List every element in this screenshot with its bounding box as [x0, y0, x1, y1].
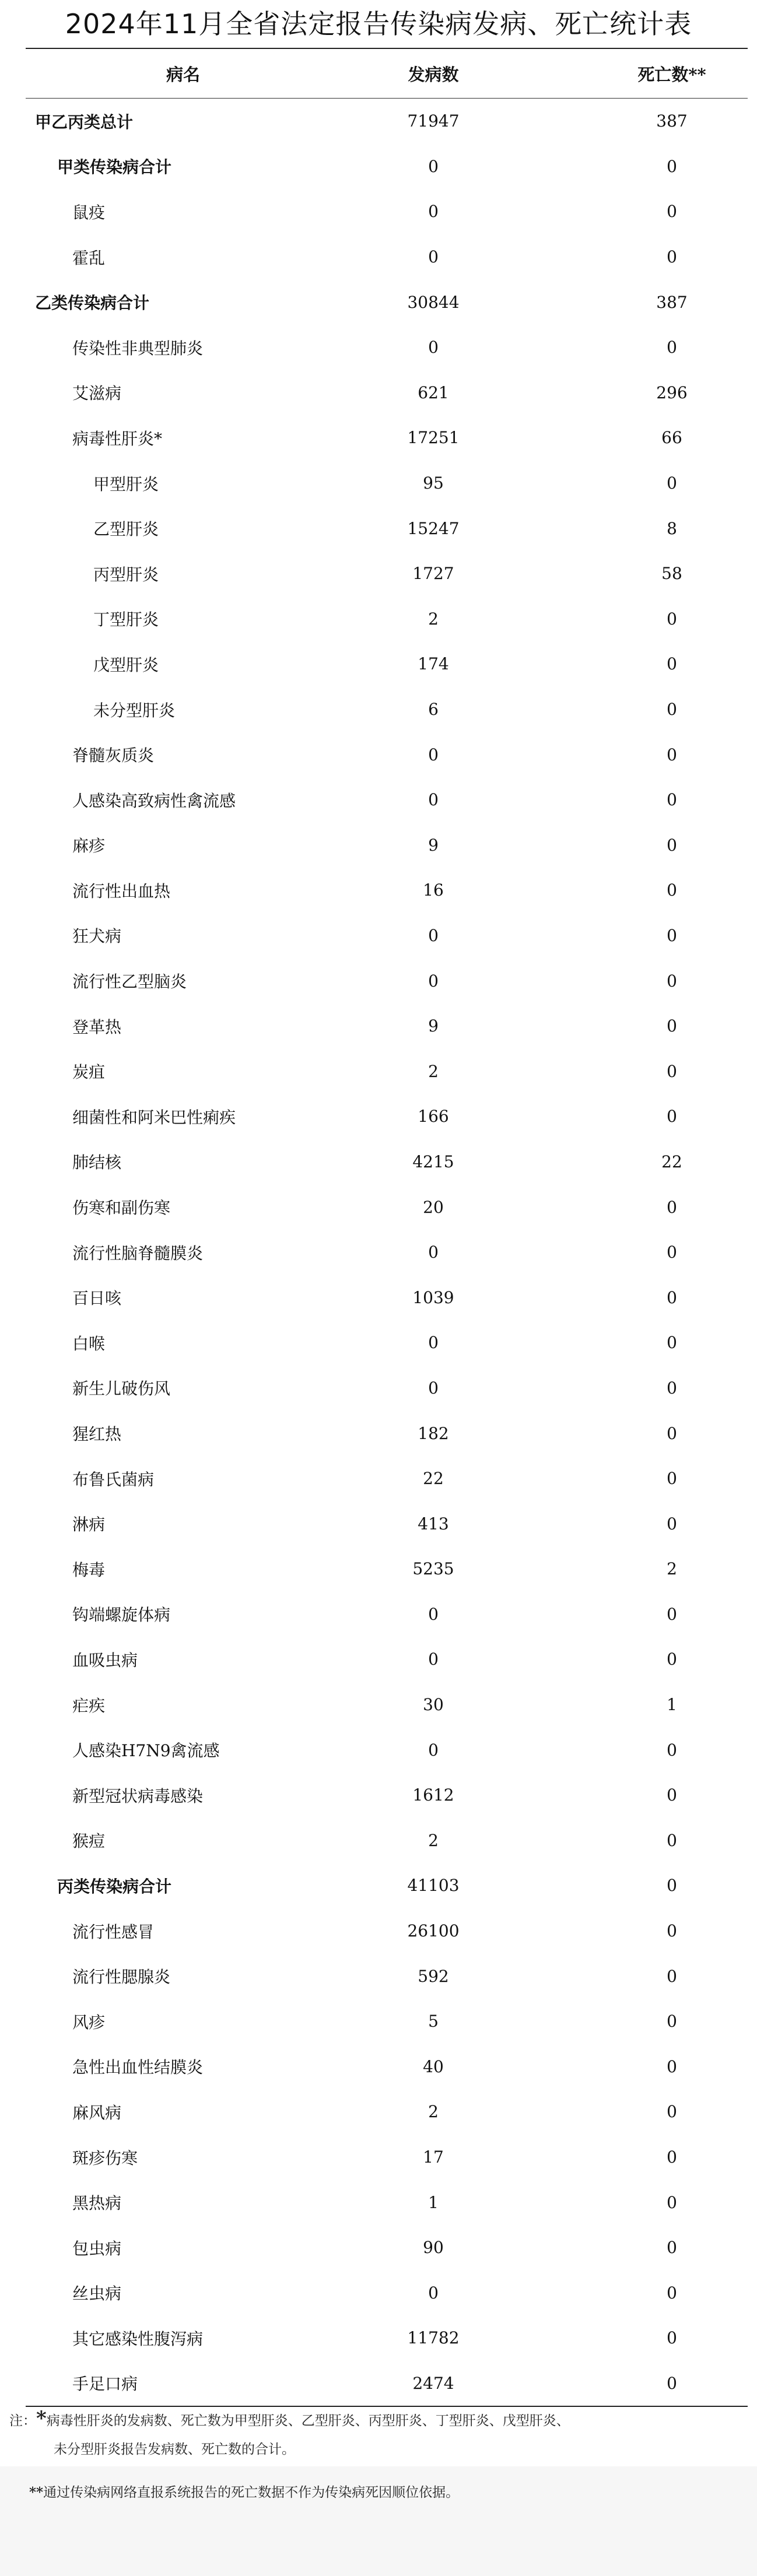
deaths-cell: 2	[667, 1559, 677, 1579]
table-row	[26, 2361, 748, 2406]
table-row	[26, 1818, 748, 1863]
cases-cell: 0	[428, 247, 439, 267]
disease-name-cell: 麻疹	[72, 836, 106, 856]
deaths-cell: 0	[667, 700, 677, 720]
cases-cell: 15247	[407, 518, 460, 538]
table-row	[26, 596, 748, 642]
cases-cell: 4215	[412, 1152, 454, 1171]
cases-cell: 182	[418, 1423, 449, 1443]
disease-name-cell: 白喉	[72, 1333, 106, 1353]
cases-cell: 5235	[412, 1559, 454, 1579]
cases-cell: 1727	[412, 564, 454, 584]
cases-cell: 166	[418, 1107, 449, 1126]
disease-name-cell: 猩红热	[72, 1424, 122, 1444]
cases-cell: 71947	[407, 111, 460, 131]
deaths-cell: 0	[667, 1333, 677, 1353]
disease-name-cell: 百日咳	[72, 1289, 122, 1308]
table-row	[26, 1094, 748, 1139]
deaths-cell: 0	[667, 1650, 677, 1669]
cases-cell: 0	[428, 925, 439, 945]
deaths-cell: 0	[667, 1061, 677, 1081]
note-prefix: 注：	[9, 2413, 36, 2428]
cases-cell: 2	[428, 1830, 439, 1850]
table-row	[26, 1230, 748, 1275]
deaths-cell: 0	[667, 609, 677, 629]
disease-name-cell: 急性出血性结膜炎	[72, 2058, 204, 2077]
statistics-table	[26, 48, 748, 2407]
disease-name-cell: 其它感染性腹泻病	[72, 2329, 204, 2349]
deaths-cell: 0	[667, 1830, 677, 1850]
table-row	[26, 506, 748, 551]
disease-name-cell: 乙类传染病合计	[35, 293, 150, 313]
table-row	[26, 687, 748, 732]
cases-cell: 41103	[407, 1876, 460, 1896]
disease-name-cell: 麻风病	[72, 2103, 122, 2122]
cases-cell: 6	[428, 700, 439, 720]
deaths-cell: 0	[667, 790, 677, 810]
disease-name-cell: 病毒性肝炎*	[72, 429, 163, 448]
deaths-cell: 0	[667, 2102, 677, 2122]
table-row	[26, 913, 748, 959]
deaths-cell: 66	[661, 428, 682, 448]
disease-name-cell: 鼠疫	[72, 202, 106, 222]
cases-cell: 17251	[407, 428, 460, 448]
disease-name-cell: 流行性出血热	[72, 881, 171, 901]
footnote-1	[9, 2407, 570, 2430]
cases-cell: 0	[428, 1243, 439, 1262]
deaths-cell: 0	[667, 2056, 677, 2076]
cases-cell: 40	[423, 2056, 444, 2076]
cases-cell: 0	[428, 1333, 439, 1353]
table-row	[26, 1501, 748, 1546]
table-row	[26, 868, 748, 913]
cases-cell: 11782	[407, 2328, 460, 2348]
cases-cell: 1612	[412, 1785, 454, 1805]
table-row	[26, 144, 748, 189]
table-row	[26, 1682, 748, 1728]
disease-name-cell: 丙类传染病合计	[57, 1876, 172, 1896]
table-row	[26, 189, 748, 234]
disease-name-cell: 包虫病	[72, 2238, 122, 2258]
table-row	[26, 551, 748, 596]
footnote-2	[29, 2482, 459, 2501]
cases-cell: 2	[428, 1061, 439, 1081]
deaths-cell: 0	[667, 1197, 677, 1217]
deaths-cell: 22	[661, 1152, 682, 1171]
disease-name-cell: 炭疽	[72, 1062, 106, 1082]
table-row	[26, 370, 748, 416]
disease-name-cell: 肺结核	[72, 1153, 122, 1173]
cases-cell: 2	[428, 2102, 439, 2122]
note-line-1: 病毒性肝炎的发病数、死亡数为甲型肝炎、乙型肝炎、丙型肝炎、丁型肝炎、戊型肝炎、	[46, 2413, 570, 2428]
cases-cell: 95	[423, 473, 444, 493]
disease-name-cell: 戊型肝炎	[93, 655, 159, 675]
cases-cell: 1	[428, 2192, 439, 2212]
disease-name-cell: 钩端螺旋体病	[72, 1605, 171, 1625]
disease-name-cell: 流行性腮腺炎	[72, 1967, 171, 1987]
disease-name-cell: 手足口病	[72, 2374, 138, 2394]
table-row	[26, 1048, 748, 1094]
footnote-1-continued	[54, 2438, 295, 2458]
cases-cell: 9	[428, 1016, 439, 1036]
disease-name-cell: 流行性感冒	[72, 1922, 155, 1942]
deaths-cell: 0	[667, 2192, 677, 2212]
cases-cell: 20	[423, 1197, 444, 1217]
disease-name-cell: 黑热病	[72, 2194, 122, 2213]
deaths-cell: 0	[667, 654, 677, 674]
table-row	[26, 279, 748, 325]
disease-name-cell: 传染性非典型肺炎	[72, 338, 204, 358]
disease-name-cell: 霍乱	[72, 248, 106, 268]
deaths-cell: 0	[667, 2147, 677, 2167]
cases-cell: 22	[423, 1469, 444, 1489]
disease-name-cell: 丁型肝炎	[93, 610, 159, 630]
table-row	[26, 732, 748, 777]
table-row	[26, 1139, 748, 1185]
table-row	[26, 415, 748, 461]
cases-cell: 0	[428, 1604, 439, 1624]
disease-name-cell: 布鲁氏菌病	[72, 1469, 155, 1489]
deaths-cell: 0	[667, 925, 677, 945]
disease-name-cell: 丙型肝炎	[93, 564, 159, 584]
table-row	[26, 1908, 748, 1954]
cases-cell: 0	[428, 1378, 439, 1398]
table-row	[26, 1184, 748, 1230]
deaths-cell: 0	[667, 1514, 677, 1533]
table-row	[26, 1366, 748, 1411]
deaths-cell: 0	[667, 156, 677, 176]
deaths-cell: 387	[656, 111, 688, 131]
deaths-cell: 0	[667, 1107, 677, 1126]
disease-name-cell: 细菌性和阿米巴性痢疾	[72, 1107, 236, 1127]
deaths-cell: 0	[667, 1378, 677, 1398]
deaths-cell: 0	[667, 971, 677, 991]
deaths-cell: 0	[667, 2328, 677, 2348]
deaths-cell: 1	[667, 1695, 677, 1715]
deaths-cell: 0	[667, 2012, 677, 2031]
cases-cell: 174	[418, 654, 449, 674]
cases-cell: 30	[423, 1695, 444, 1715]
table-row	[26, 325, 748, 370]
table-row	[26, 2315, 748, 2361]
deaths-cell: 0	[667, 338, 677, 357]
deaths-cell: 0	[667, 1785, 677, 1805]
deaths-cell: 0	[667, 2238, 677, 2258]
cases-cell: 17	[423, 2147, 444, 2167]
disease-name-cell: 猴痘	[72, 1831, 106, 1851]
header-deaths: 死亡数**	[637, 64, 706, 85]
disease-name-cell: 流行性脑脊髓膜炎	[72, 1243, 204, 1263]
disease-name-cell: 血吸虫病	[72, 1650, 138, 1670]
deaths-cell: 0	[667, 2283, 677, 2303]
deaths-cell: 0	[667, 1016, 677, 1036]
deaths-cell: 0	[667, 1740, 677, 1760]
disease-name-cell: 艾滋病	[72, 384, 122, 403]
table-row	[26, 2180, 748, 2225]
deaths-cell: 0	[667, 1469, 677, 1489]
disease-name-cell: 伤寒和副伤寒	[72, 1198, 171, 1218]
deaths-cell: 0	[667, 473, 677, 493]
header-cases: 发病数	[408, 64, 459, 85]
deaths-cell: 387	[656, 292, 688, 312]
table-row	[26, 1999, 748, 2044]
table-row	[26, 1592, 748, 1637]
disease-name-cell: 乙型肝炎	[93, 520, 159, 539]
disease-name-cell: 甲类传染病合计	[57, 157, 172, 177]
note-star: *	[36, 2407, 47, 2430]
table-body	[26, 99, 748, 2406]
deaths-cell: 0	[667, 745, 677, 764]
table-row	[26, 823, 748, 868]
deaths-cell: 0	[667, 2373, 677, 2393]
table-header	[26, 49, 748, 99]
cases-cell: 0	[428, 202, 439, 222]
table-row	[26, 2135, 748, 2180]
cases-cell: 621	[418, 382, 449, 402]
disease-name-cell: 人感染高致病性禽流感	[72, 791, 236, 810]
table-row	[26, 1953, 748, 1999]
disease-name-cell: 斑疹伤寒	[72, 2148, 138, 2168]
table-row	[26, 1727, 748, 1773]
disease-name-cell: 丝虫病	[72, 2284, 122, 2304]
table-row	[26, 777, 748, 823]
cases-cell: 592	[418, 1966, 449, 1986]
disease-name-cell: 甲乙丙类总计	[35, 112, 134, 132]
cases-cell: 9	[428, 835, 439, 855]
note-line-3: 通过传染病网络直报系统报告的死亡数据不作为传染病死因顺位依据。	[43, 2485, 460, 2500]
deaths-cell: 0	[667, 835, 677, 855]
disease-name-cell: 淋病	[72, 1515, 106, 1535]
disease-name-cell: 新生儿破伤风	[72, 1379, 171, 1399]
cases-cell: 0	[428, 745, 439, 764]
cases-cell: 16	[423, 880, 444, 900]
table-row	[26, 1410, 748, 1456]
deaths-cell: 0	[667, 1287, 677, 1307]
page-title: 2024年11月全省法定报告传染病发病、死亡统计表	[65, 8, 692, 40]
table-row	[26, 1320, 748, 1366]
deaths-cell: 0	[667, 1921, 677, 1941]
note-double-star: **	[29, 2484, 44, 2500]
disease-name-cell: 梅毒	[72, 1560, 106, 1580]
disease-name-cell: 人感染H7N9禽流感	[72, 1741, 220, 1761]
note-line-2: 未分型肝炎报告发病数、死亡数的合计。	[54, 2442, 295, 2457]
deaths-cell: 8	[667, 518, 677, 538]
disease-name-cell: 流行性乙型脑炎	[72, 972, 187, 992]
deaths-cell: 0	[667, 1966, 677, 1986]
disease-name-cell: 脊髓灰质炎	[72, 746, 155, 766]
cases-cell: 5	[428, 2012, 439, 2031]
cases-cell: 0	[428, 1650, 439, 1669]
table-row	[26, 99, 748, 144]
cases-cell: 0	[428, 338, 439, 357]
table-row	[26, 1637, 748, 1682]
deaths-cell: 58	[661, 564, 682, 584]
cases-cell: 0	[428, 1740, 439, 1760]
table-row	[26, 1275, 748, 1320]
cases-cell: 413	[418, 1514, 449, 1533]
header-disease-name: 病名	[166, 64, 200, 85]
table-row	[26, 2225, 748, 2270]
disease-name-cell: 疟疾	[72, 1696, 106, 1715]
disease-name-cell: 登革热	[72, 1017, 122, 1037]
cases-cell: 90	[423, 2238, 444, 2258]
table-row	[26, 1863, 748, 1908]
disease-name-cell: 未分型肝炎	[93, 700, 176, 720]
cases-cell: 2474	[412, 2373, 454, 2393]
cases-cell: 0	[428, 971, 439, 991]
deaths-cell: 0	[667, 1243, 677, 1262]
table-row	[26, 2089, 748, 2135]
deaths-cell: 0	[667, 880, 677, 900]
deaths-cell: 0	[667, 1604, 677, 1624]
deaths-cell: 296	[656, 382, 688, 402]
cases-cell: 30844	[407, 292, 460, 312]
disease-name-cell: 新型冠状病毒感染	[72, 1786, 204, 1806]
disease-name-cell: 甲型肝炎	[93, 474, 159, 494]
deaths-cell: 0	[667, 202, 677, 222]
disease-name-cell: 狂犬病	[72, 926, 122, 946]
table-row	[26, 641, 748, 687]
table-row	[26, 2044, 748, 2090]
cases-cell: 0	[428, 2283, 439, 2303]
table-row	[26, 958, 748, 1003]
disease-name-cell: 风疹	[72, 2012, 106, 2032]
table-row	[26, 234, 748, 280]
cases-cell: 26100	[407, 1921, 460, 1941]
table-row	[26, 1456, 748, 1501]
table-row	[26, 1546, 748, 1592]
cases-cell: 2	[428, 609, 439, 629]
cases-cell: 0	[428, 790, 439, 810]
table-row	[26, 1003, 748, 1049]
table-row	[26, 2270, 748, 2316]
deaths-cell: 0	[667, 247, 677, 267]
cases-cell: 0	[428, 156, 439, 176]
table-row	[26, 1773, 748, 1818]
cases-cell: 1039	[412, 1287, 454, 1307]
table-row	[26, 461, 748, 506]
deaths-cell: 0	[667, 1423, 677, 1443]
deaths-cell: 0	[667, 1876, 677, 1896]
